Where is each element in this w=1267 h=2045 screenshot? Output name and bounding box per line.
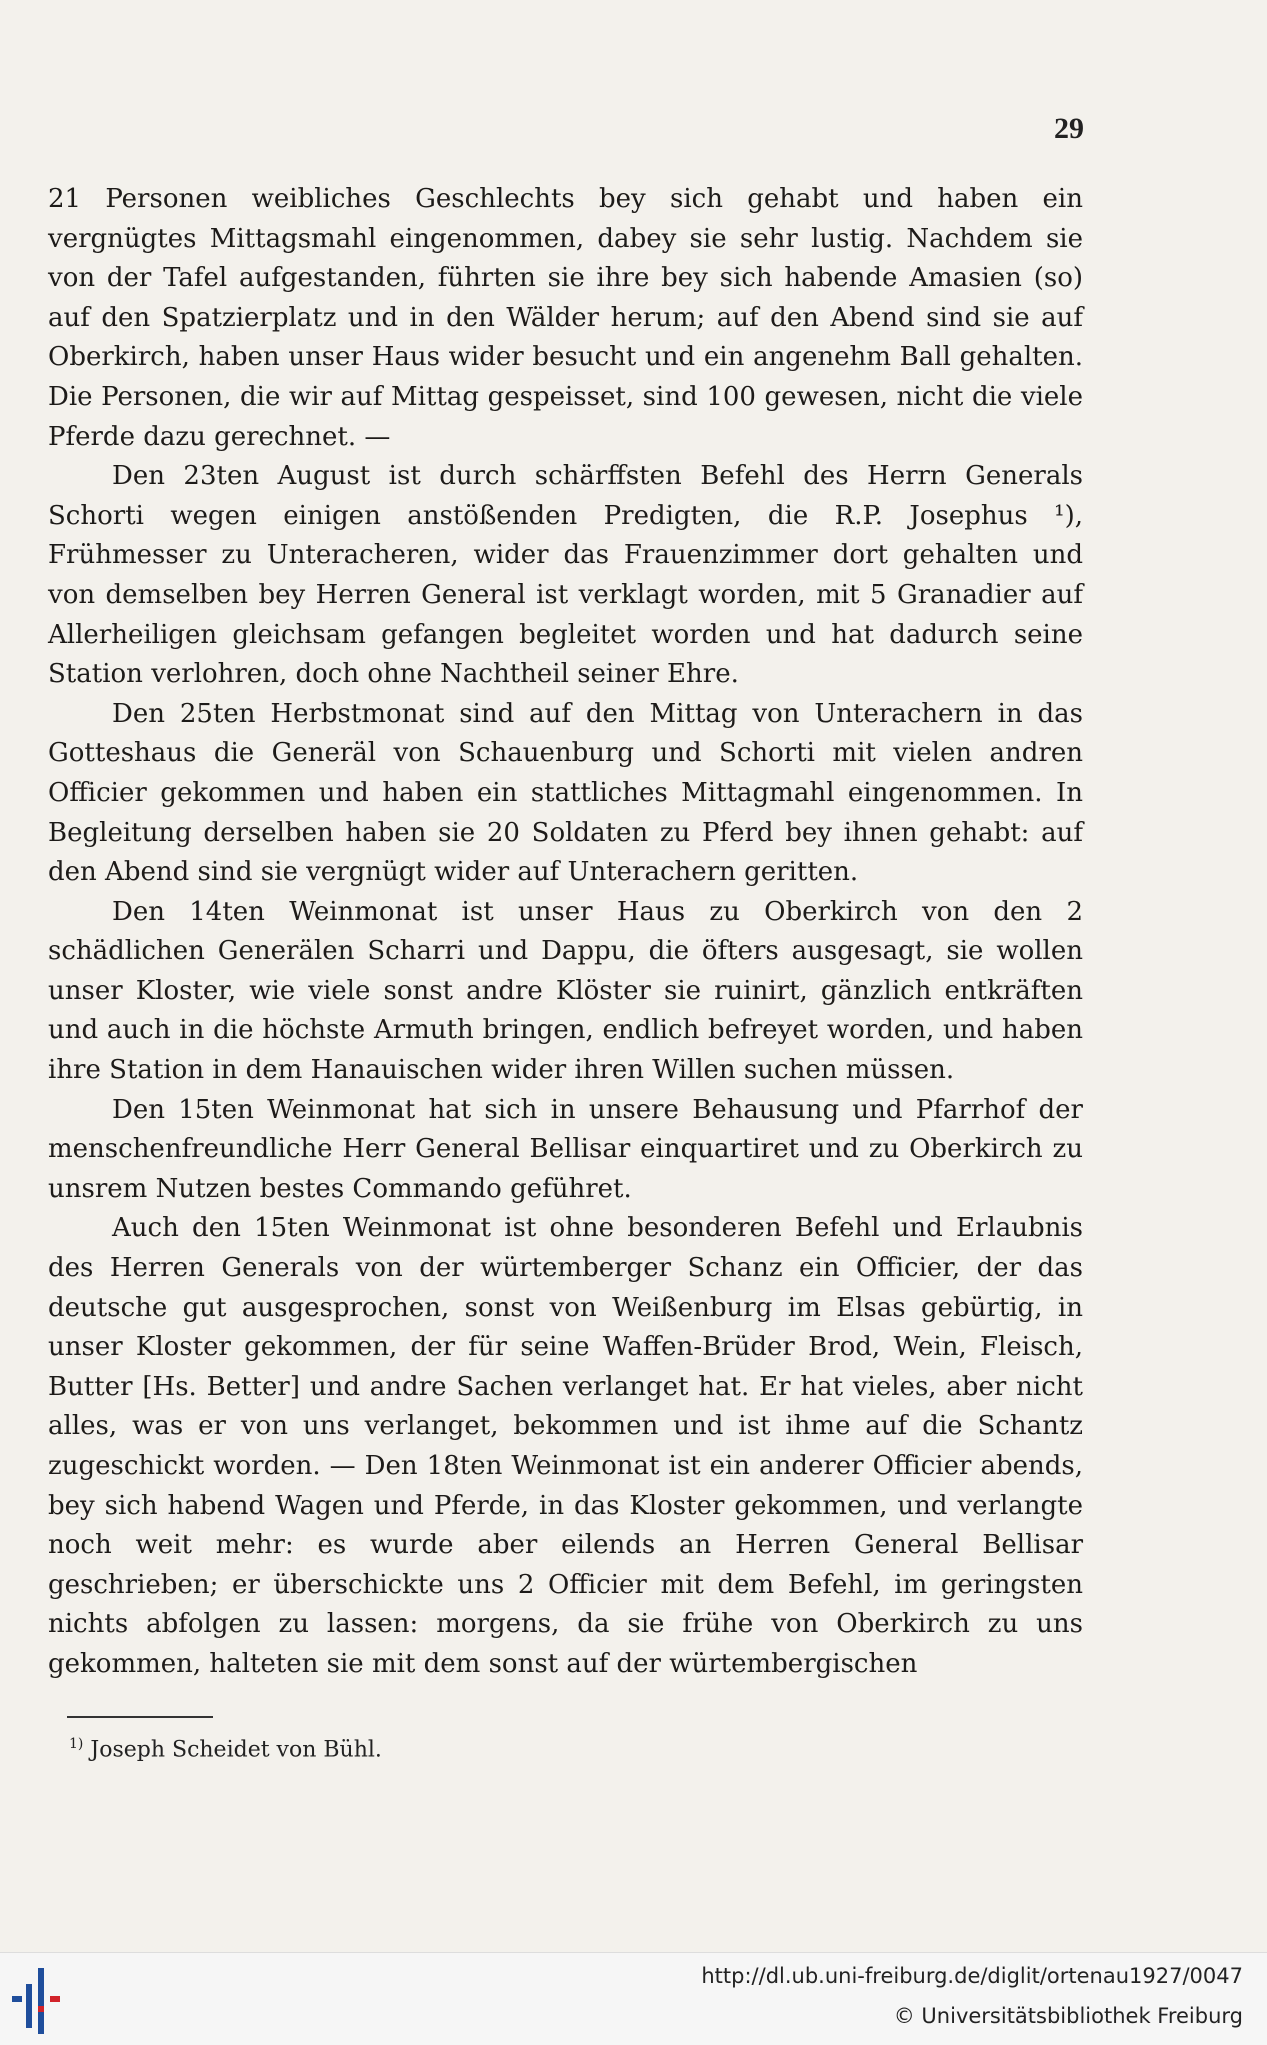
footnote-divider <box>67 1716 213 1718</box>
page-number: 29 <box>1054 112 1084 145</box>
paragraph-3: Den 25ten Herbstmonat sind auf den Mittag von Unterachern in das Gotteshaus die Generäl von Schauenburg und Schorti mit vielen andren Officier gekommen und haben ein stattliches Mittagmahl eingenommen. In Begleitung derselben haben sie 20 Soldaten zu Pferd bey ihnen gehabt: auf den Abend sind sie vergnügt wider auf Unterachern geritten. <box>48 698 1083 888</box>
permalink-url[interactable]: http://dl.ub.uni-freiburg.de/diglit/ortenau1927/0047 <box>701 1964 1243 1988</box>
paragraph-4: Den 14ten Weinmonat ist unser Haus zu Oberkirch von den 2 schädlichen Generälen Scharri und Dappu, die öfters ausgesagt, sie wollen unser Kloster, wie viele sonst andre Klöster sie ruinirt, gänzlich entkräften und auch in die höchste Armuth bringen, endlich befreyet worden, und haben ihre Station in dem Hanauischen wider ihren Willen suchen müssen. <box>48 896 1083 1086</box>
library-logo-icon <box>12 1962 76 2038</box>
copyright-notice: © Universitätsbibliothek Freiburg <box>893 2004 1243 2028</box>
footnote <box>69 1736 382 1762</box>
paragraph-5: Den 15ten Weinmonat hat sich in unsere Behausung und Pfarrhof der menschenfreundliche Herr General Bellisar einquartiret und zu Oberkirch zu unsrem Nutzen bestes Commando geführet. <box>48 1094 1083 1204</box>
body-text <box>48 180 1083 1685</box>
footnote-text: Joseph Scheidet von Bühl. <box>90 1737 382 1763</box>
paragraph-2: Den 23ten August ist durch schärffsten Befehl des Herrn Generals Schorti wegen einigen anstößenden Predigten, die R.P. Josephus ¹), Frühmesser zu Unteracheren, wider das Frauenzimmer dort gehalten und von demselben bey Herren General ist verklagt worden, mit 5 Granadier auf Allerheiligen gleichsam gefangen begleitet worden und hat dadurch seine Station verlohren, doch ohne Nachtheil seiner Ehre. <box>48 461 1083 690</box>
paragraph-1: 21 Personen weibliches Geschlechts bey sich gehabt und haben ein vergnügtes Mittagsmahl eingenommen, dabey sie sehr lustig. Nachdem sie von der Tafel aufgestanden, führten sie ihre bey sich habende Amasien (so) auf den Spatzierplatz und in den Wälder herum; auf den Abend sind sie auf Oberkirch, haben unser Haus wider besucht und ein angenehm Ball gehalten. Die Personen, die wir auf Mittag gespeisset, sind 100 gewesen, nicht die viele Pferde dazu gerechnet. — <box>48 184 1083 452</box>
paragraph-6: Auch den 15ten Weinmonat ist ohne besonderen Befehl und Erlaubnis des Herren Generals von der würtemberger Schanz ein Officier, der das deutsche gut ausgesprochen, sonst von Weißenburg im Elsas gebürtig, in unser Kloster gekommen, der für seine Waffen-Brüder Brod, Wein, Fleisch, Butter [Hs. Better] und andre Sachen verlanget hat. Er hat vieles, aber nicht alles, was er von uns verlanget, bekommen und ist ihme auf die Schantz zugeschickt worden. — Den 18ten Weinmonat ist ein anderer Officier abends, bey sich habend Wagen und Pferde, in das Kloster gekommen, und verlangte noch weit mehr: es wurde aber eilends an Herren General Bellisar geschrieben; er überschickte uns 2 Officier mit dem Befehl, im geringsten nichts abfolgen zu lassen: morgens, da sie frühe von Oberkirch zu uns gekommen, halteten sie mit dem sonst auf der würtembergischen <box>48 1213 1083 1679</box>
footnote-marker: 1) <box>69 1736 84 1752</box>
